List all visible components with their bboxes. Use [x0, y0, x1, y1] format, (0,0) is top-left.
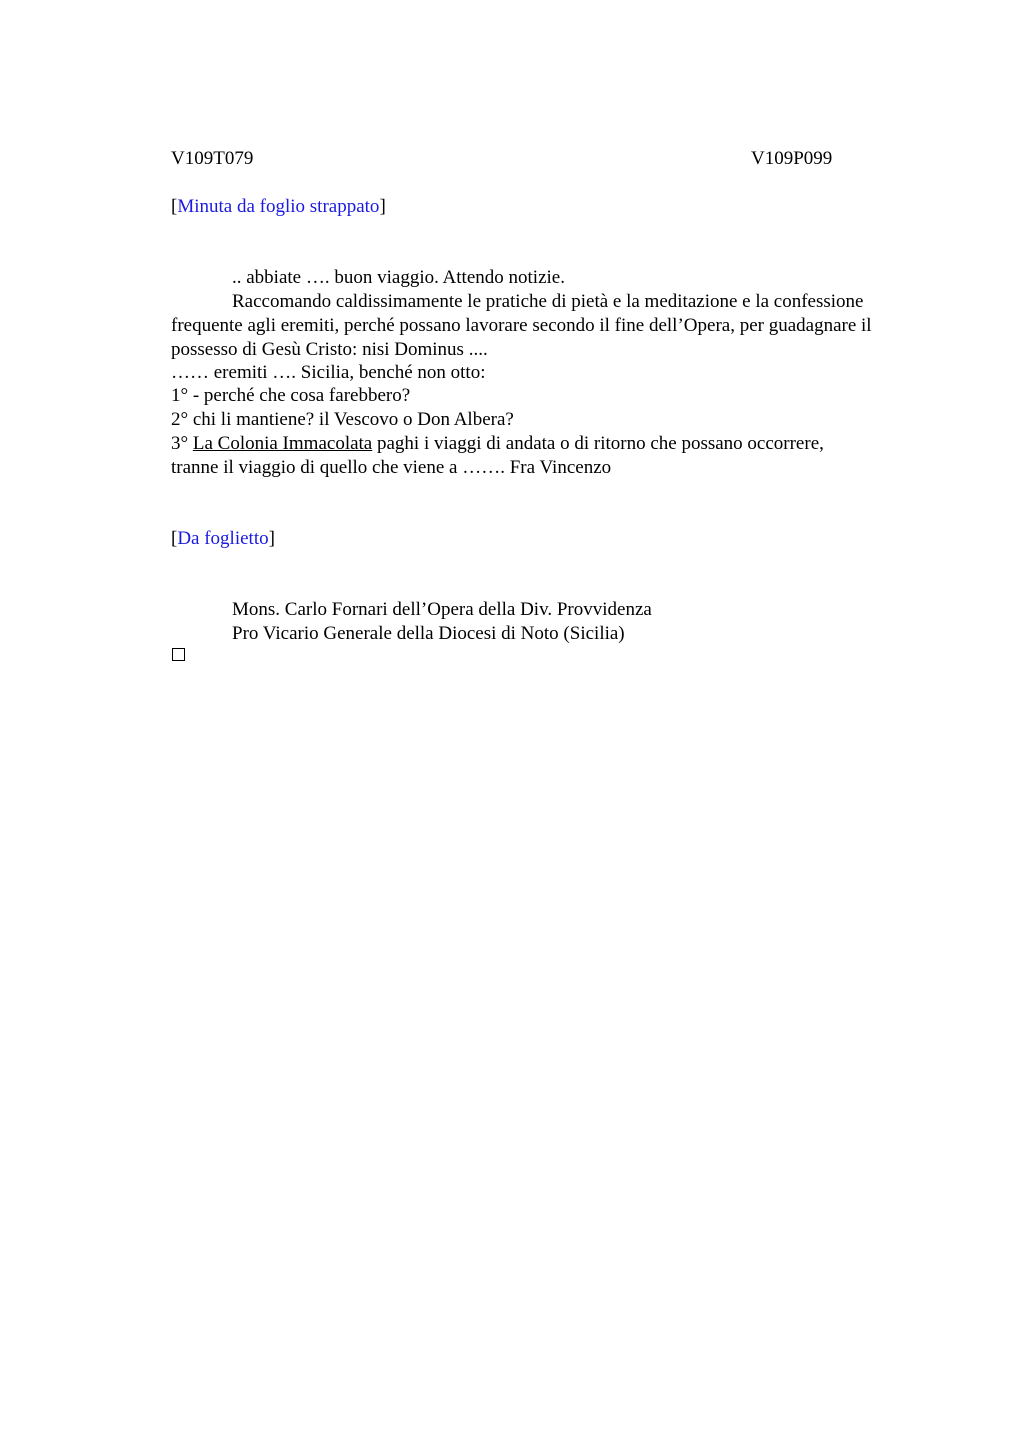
text-line-point-3: [171, 432, 824, 456]
section-heading-foglietto: [171, 527, 275, 551]
document-code-left: V109T079: [171, 148, 254, 169]
point-3-underlined: La Colonia Immacolata: [192, 433, 373, 454]
text-paragraph-raccomando: Raccomando caldissimamente le pratiche di pietà e la meditazione e la confessione frequente agli eremiti, perché possano lavorare secondo il fine dell’Opera, per guadagnare il possesso di Gesù Cristo: nisi Dominus ....: [171, 291, 872, 360]
close-bracket: ]: [379, 196, 386, 217]
text-line-abbiate: .. abbiate …. buon viaggio. Attendo notizie.: [232, 267, 565, 288]
text-line-mons: Mons. Carlo Fornari dell’Opera della Div. Provvidenza: [232, 599, 652, 620]
text-line-point-1: 1° - perché che cosa farebbero?: [171, 385, 411, 406]
open-bracket: [: [171, 528, 178, 549]
text-line-pro-vicario: Pro Vicario Generale della Diocesi di Noto (Sicilia): [232, 623, 625, 644]
point-3-rest: paghi i viaggi di andata o di ritorno che possano occorrere,: [372, 433, 824, 454]
checkbox-icon: [172, 648, 185, 661]
text-line-eremiti: …… eremiti …. Sicilia, benché non otto:: [171, 362, 486, 383]
text-line-point-2: 2° chi li mantiene? il Vescovo o Don Albera?: [171, 409, 514, 430]
section-heading-minuta: [171, 195, 386, 219]
document-code-right: V109P099: [751, 148, 833, 169]
close-bracket: ]: [268, 528, 275, 549]
section-heading-text: Minuta da foglio strappato: [177, 196, 380, 217]
open-bracket: [: [171, 196, 178, 217]
section-heading-text: Da foglietto: [177, 528, 269, 549]
point-3-prefix: 3°: [171, 433, 193, 454]
text-line-point-3-cont: tranne il viaggio di quello che viene a ……. Fra Vincenzo: [171, 457, 612, 478]
